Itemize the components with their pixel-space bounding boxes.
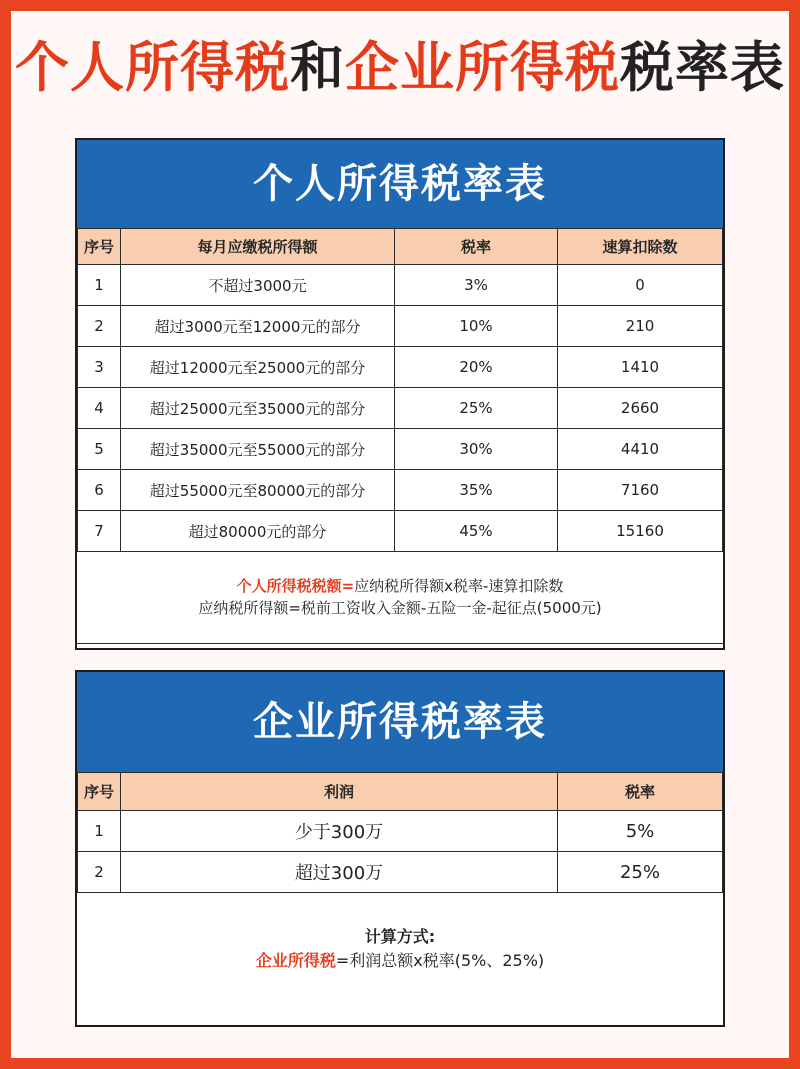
cell-profit: 超过300万 [121, 852, 558, 893]
col-header-rate: 税率 [395, 229, 558, 265]
table-row [78, 306, 723, 347]
title-part-personal: 个人所得税 [15, 36, 290, 99]
cell-deduction: 7160 [558, 470, 723, 511]
col-header-index: 序号 [78, 229, 121, 265]
formula-line-1 [77, 575, 723, 597]
cell-deduction: 210 [558, 306, 723, 347]
cell-income-range: 超过80000元的部分 [121, 511, 395, 552]
table-row [78, 852, 723, 893]
cell-index: 3 [78, 347, 121, 388]
title-part-corporate: 企业所得税 [345, 36, 620, 99]
cell-rate: 25% [558, 852, 723, 893]
cell-income-range: 超过55000元至80000元的部分 [121, 470, 395, 511]
cell-index: 4 [78, 388, 121, 429]
cell-index: 5 [78, 429, 121, 470]
cell-income-range: 不超过3000元 [121, 265, 395, 306]
cell-index: 6 [78, 470, 121, 511]
table-row [78, 265, 723, 306]
table-row [78, 347, 723, 388]
cell-deduction: 0 [558, 265, 723, 306]
corporate-tax-formula [77, 893, 723, 973]
cell-rate: 5% [558, 811, 723, 852]
method-title: 计算方式: [364, 927, 436, 946]
cell-rate: 10% [395, 306, 558, 347]
title-part-rate-table: 税率表 [620, 36, 785, 99]
personal-tax-formula [77, 552, 723, 644]
table-row [78, 811, 723, 852]
cell-index: 2 [78, 306, 121, 347]
personal-tax-panel [75, 138, 725, 650]
cell-deduction: 15160 [558, 511, 723, 552]
cell-rate: 20% [395, 347, 558, 388]
title-part-and: 和 [290, 36, 345, 99]
cell-rate: 45% [395, 511, 558, 552]
cell-income-range: 超过35000元至55000元的部分 [121, 429, 395, 470]
col-header-rate: 税率 [558, 773, 723, 811]
page-title [11, 36, 789, 100]
cell-deduction: 2660 [558, 388, 723, 429]
cell-index: 1 [78, 811, 121, 852]
formula-line-2: 应纳税所得额=税前工资收入金额-五险一金-起征点(5000元) [198, 599, 602, 617]
formula-text: 应纳税所得额x税率-速算扣除数 [354, 577, 564, 595]
table-header-row [78, 773, 723, 811]
table-row [78, 429, 723, 470]
formula-text: =利润总额x税率(5%、25%) [335, 951, 545, 970]
cell-income-range: 超过12000元至25000元的部分 [121, 347, 395, 388]
cell-profit: 少于300万 [121, 811, 558, 852]
formula-label: 个人所得税税额= [236, 577, 355, 595]
cell-rate: 30% [395, 429, 558, 470]
personal-tax-heading: 个人所得税率表 [77, 140, 723, 228]
cell-rate: 3% [395, 265, 558, 306]
table-row [78, 470, 723, 511]
table-header-row [78, 229, 723, 265]
cell-index: 2 [78, 852, 121, 893]
formula-label: 企业所得税 [255, 951, 336, 970]
cell-income-range: 超过3000元至12000元的部分 [121, 306, 395, 347]
col-header-profit: 利润 [121, 773, 558, 811]
formula-line [77, 949, 723, 973]
col-header-quick-deduction: 速算扣除数 [558, 229, 723, 265]
table-row [78, 388, 723, 429]
table-row [78, 511, 723, 552]
personal-tax-table [77, 228, 723, 552]
cell-rate: 25% [395, 388, 558, 429]
cell-index: 7 [78, 511, 121, 552]
cell-index: 1 [78, 265, 121, 306]
col-header-taxable-income: 每月应缴税所得额 [121, 229, 395, 265]
corporate-tax-panel [75, 670, 725, 1027]
col-header-index: 序号 [78, 773, 121, 811]
corporate-tax-heading: 企业所得税率表 [77, 672, 723, 772]
corporate-tax-table [77, 772, 723, 893]
cell-rate: 35% [395, 470, 558, 511]
cell-deduction: 1410 [558, 347, 723, 388]
cell-deduction: 4410 [558, 429, 723, 470]
cell-income-range: 超过25000元至35000元的部分 [121, 388, 395, 429]
